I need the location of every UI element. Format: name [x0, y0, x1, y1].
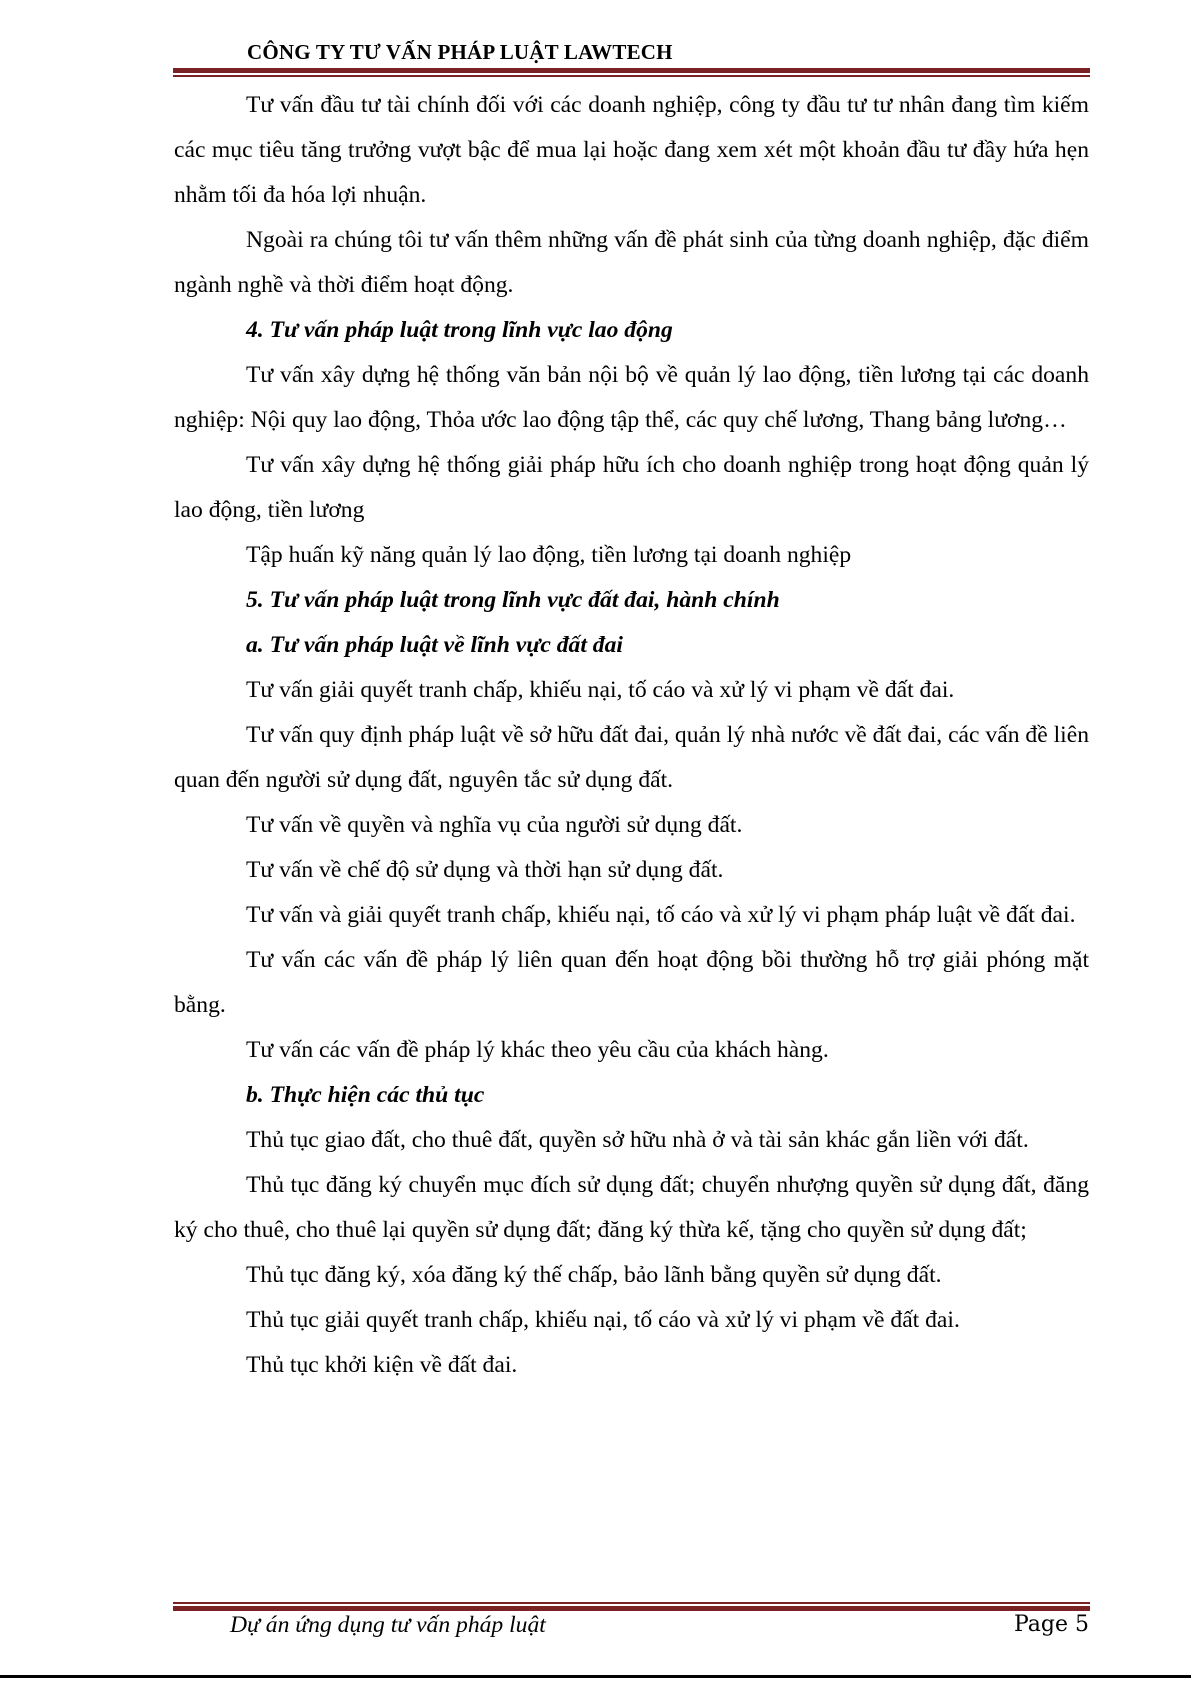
paragraph: Tư vấn các vấn đề pháp lý liên quan đến hoạt động bồi thường hỗ trợ giải phóng mặt bằng. — [174, 947, 1089, 1018]
header-rule-thin — [173, 75, 1090, 77]
paragraph: Tư vấn về chế độ sử dụng và thời hạn sử dụng đất. — [246, 857, 724, 883]
paragraph: Tư vấn quy định pháp luật về sở hữu đất đai, quản lý nhà nước về đất đai, các vấn đề liên quan đến người sử dụng đất, nguyên tắc sử dụng đất. — [174, 722, 1089, 793]
section-heading-5: 5. Tư vấn pháp luật trong lĩnh vực đất đai, hành chính — [246, 587, 780, 613]
footer-rule-thick — [173, 1606, 1090, 1611]
paragraph: Tư vấn các vấn đề pháp lý khác theo yêu cầu của khách hàng. — [246, 1037, 829, 1063]
paragraph: Thủ tục giải quyết tranh chấp, khiếu nại, tố cáo và xử lý vi phạm về đất đai. — [246, 1307, 960, 1333]
paragraph: Tư vấn xây dựng hệ thống giải pháp hữu ích cho doanh nghiệp trong hoạt động quản lý lao động, tiền lương — [174, 452, 1089, 523]
paragraph: Tư vấn về quyền và nghĩa vụ của người sử dụng đất. — [246, 812, 743, 838]
section-heading-4: 4. Tư vấn pháp luật trong lĩnh vực lao động — [246, 317, 673, 343]
header-rule-thick — [173, 68, 1090, 73]
header-company-name: CÔNG TY TƯ VẤN PHÁP LUẬT LAWTECH — [247, 40, 673, 64]
page-bottom-border — [0, 1675, 1191, 1678]
footer-rule-thin — [173, 1602, 1090, 1604]
footer-project-title: Dự án ứng dụng tư vấn pháp luật — [230, 1612, 546, 1638]
paragraph: Thủ tục đăng ký chuyển mục đích sử dụng đất; chuyển nhượng quyền sử dụng đất, đăng ký cho thuê, cho thuê lại quyền sử dụng đất; đăng ký thừa kế, tặng cho quyền sử dụng đất; — [174, 1172, 1089, 1243]
page-number: Page 5 — [1013, 1612, 1089, 1637]
paragraph: Thủ tục đăng ký, xóa đăng ký thế chấp, bảo lãnh bằng quyền sử dụng đất. — [246, 1262, 942, 1288]
subsection-heading-a: a. Tư vấn pháp luật về lĩnh vực đất đai — [246, 632, 623, 658]
paragraph: Tư vấn xây dựng hệ thống văn bản nội bộ về quản lý lao động, tiền lương tại các doanh nghiệp: Nội quy lao động, Thỏa ước lao động tập thể, các quy chế lương, Thang bảng lương… — [174, 362, 1089, 433]
paragraph: Thủ tục khởi kiện về đất đai. — [246, 1352, 518, 1378]
paragraph: Ngoài ra chúng tôi tư vấn thêm những vấn đề phát sinh của từng doanh nghiệp, đặc điểm ngành nghề và thời điểm hoạt động. — [174, 227, 1089, 298]
paragraph: Tư vấn và giải quyết tranh chấp, khiếu nại, tố cáo và xử lý vi phạm pháp luật về đất đai. — [246, 902, 1076, 928]
paragraph: Tập huấn kỹ năng quản lý lao động, tiền lương tại doanh nghiệp — [246, 542, 852, 568]
paragraph: Tư vấn đầu tư tài chính đối với các doanh nghiệp, công ty đầu tư tư nhân đang tìm kiếm các mục tiêu tăng trưởng vượt bậc để mua lại hoặc đang xem xét một khoản đầu tư đầy hứa hẹn nhằm tối đa hóa lợi nhuận. — [174, 92, 1089, 208]
subsection-heading-b: b. Thực hiện các thủ tục — [246, 1082, 485, 1108]
paragraph: Thủ tục giao đất, cho thuê đất, quyền sở hữu nhà ở và tài sản khác gắn liền với đất. — [246, 1127, 1029, 1153]
paragraph: Tư vấn giải quyết tranh chấp, khiếu nại, tố cáo và xử lý vi phạm về đất đai. — [246, 677, 955, 703]
document-body — [174, 83, 1089, 1388]
